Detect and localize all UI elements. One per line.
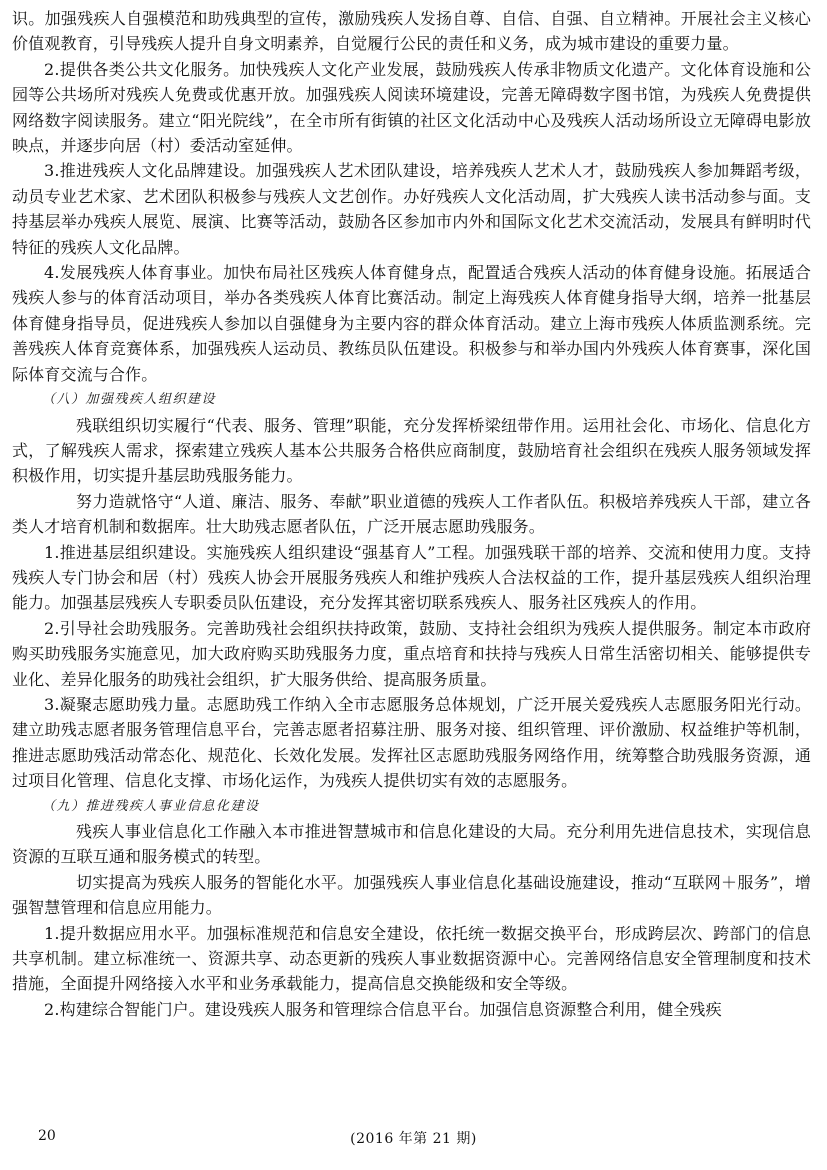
section-heading-9: （九）推进残疾人事业信息化建设 — [42, 798, 260, 814]
paragraph: 3.凝聚志愿助残力量。志愿助残工作纳入全市志愿服务总体规划，广泛开展关爱残疾人志愿服务阳光行动。建立助残志愿者服务管理信息平台，完善志愿者招募注册、服务对接、组织管理、评价激励、权益维护等机制，推进志愿助残活动常态化、规范化、长效化发展。发挥社区志愿助残服务网络作用，统筹整合助残服务资源，通过项目化管理、信息化支撑、市场化运作，为残疾人提供切实有效的志愿服务。 — [12, 694, 811, 791]
paragraph: 努力造就恪守“人道、廉洁、服务、奉献”职业道德的残疾人工作者队伍。积极培养残疾人干部，建立各类人才培育机制和数据库。壮大助残志愿者队伍，广泛开展志愿助残服务。 — [12, 491, 811, 537]
paragraph: 残疾人事业信息化工作融入本市推进智慧城市和信息化建设的大局。充分利用先进信息技术，实现信息资源的互联互通和服务模式的转型。 — [12, 822, 811, 867]
paragraph: 4.发展残疾人体育事业。加快布局社区残疾人体育健身点，配置适合残疾人活动的体育健身设施。拓展适合残疾人参与的体育活动项目，举办各类残疾人体育比赛活动。制定上海残疾人体育健身指导大纲，培养一批基层体育健身指导员，促进残疾人参加以自强健身为主要内容的群众体育活动。建立上海市残疾人体质监测系统。完善残疾人体育竞赛体系，加强残疾人运动员、教练员队伍建设。积极参与和举办国内外残疾人体育赛事，深化国际体育交流与合作。 — [12, 263, 811, 384]
paragraph: 2.引导社会助残服务。完善助残社会组织扶持政策，鼓励、支持社会组织为残疾人提供服务。制定本市政府购买助残服务实施意见，加大政府购买助残服务力度，重点培育和扶持与残疾人日常生活密切相关、能够提供专业化、差异化服务的助残社会组织，扩大服务供给、提高服务质量。 — [12, 618, 811, 689]
paragraph: 3.推进残疾人文化品牌建设。加强残疾人艺术团队建设，培养残疾人艺术人才，鼓励残疾人参加舞蹈考级，动员专业艺术家、艺术团队积极参与残疾人文艺创作。办好残疾人文化活动周，扩大残疾人读书活动参与面。支持基层举办残疾人展览、展演、比赛等活动，鼓励各区参加市内外和国际文化艺术交流活动，发展具有鲜明时代特征的残疾人文化品牌。 — [12, 161, 811, 257]
issue-label: (2016 年第 21 期) — [350, 1131, 477, 1147]
page-number: 20 — [38, 1128, 56, 1144]
page-footer — [0, 1128, 827, 1152]
paragraph: 识。加强残疾人自强模范和助残典型的宣传，激励残疾人发扬自尊、自信、自强、自立精神。开展社会主义核心价值观教育，引导残疾人提升自身文明素养，自觉履行公民的责任和义务，成为城市建设的重要力量。 — [12, 9, 811, 54]
paragraph: 1.推进基层组织建设。实施残疾人组织建设“强基育人”工程。加强残联干部的培养、交流和使用力度。支持残疾人专门协会和居（村）残疾人协会开展服务残疾人和维护残疾人合法权益的工作，提升基层残疾人组织治理能力。加强基层残疾人专职委员队伍建设，充分发挥其密切联系残疾人、服务社区残疾人的作用。 — [12, 542, 811, 613]
paragraph: 残联组织切实履行“代表、服务、管理”职能，充分发挥桥梁纽带作用。运用社会化、市场化、信息化方式，了解残疾人需求，探索建立残疾人基本公共服务合格供应商制度，鼓励培育社会组织在残疾人服务领域发挥积极作用，切实提升基层助残服务能力。 — [12, 415, 811, 486]
paragraph: 2.提供各类公共文化服务。加快残疾人文化产业发展，鼓励残疾人传承非物质文化遗产。文化体育设施和公园等公共场所对残疾人免费或优惠开放。加强残疾人阅读环境建设，完善无障碍数字图书馆，为残疾人免费提供网络数字阅读服务。建立“阳光院线”，在全市所有街镇的社区文化活动中心及残疾人活动场所设立无障碍电影放映点，并逐步向居（村）委活动室延伸。 — [12, 59, 811, 156]
paragraph: 1.提升数据应用水平。加强标准规范和信息安全建设，依托统一数据交换平台，形成跨层次、跨部门的信息共享机制。建立标准统一、资源共享、动态更新的残疾人事业数据资源中心。完善网络信息安全管理制度和技术措施，全面提升网络接入水平和业务承载能力，提高信息交换能级和安全等级。 — [12, 923, 811, 994]
paragraph: 切实提高为残疾人服务的智能化水平。加强残疾人事业信息化基础设施建设，推动“互联网＋服务”，增强智慧管理和信息应用能力。 — [12, 872, 811, 918]
paragraph: 2.构建综合智能门户。建设残疾人服务和管理综合信息平台。加强信息资源整合利用，健全残疾 — [44, 999, 722, 1019]
section-heading-8: （八）加强残疾人组织建设 — [42, 392, 217, 408]
